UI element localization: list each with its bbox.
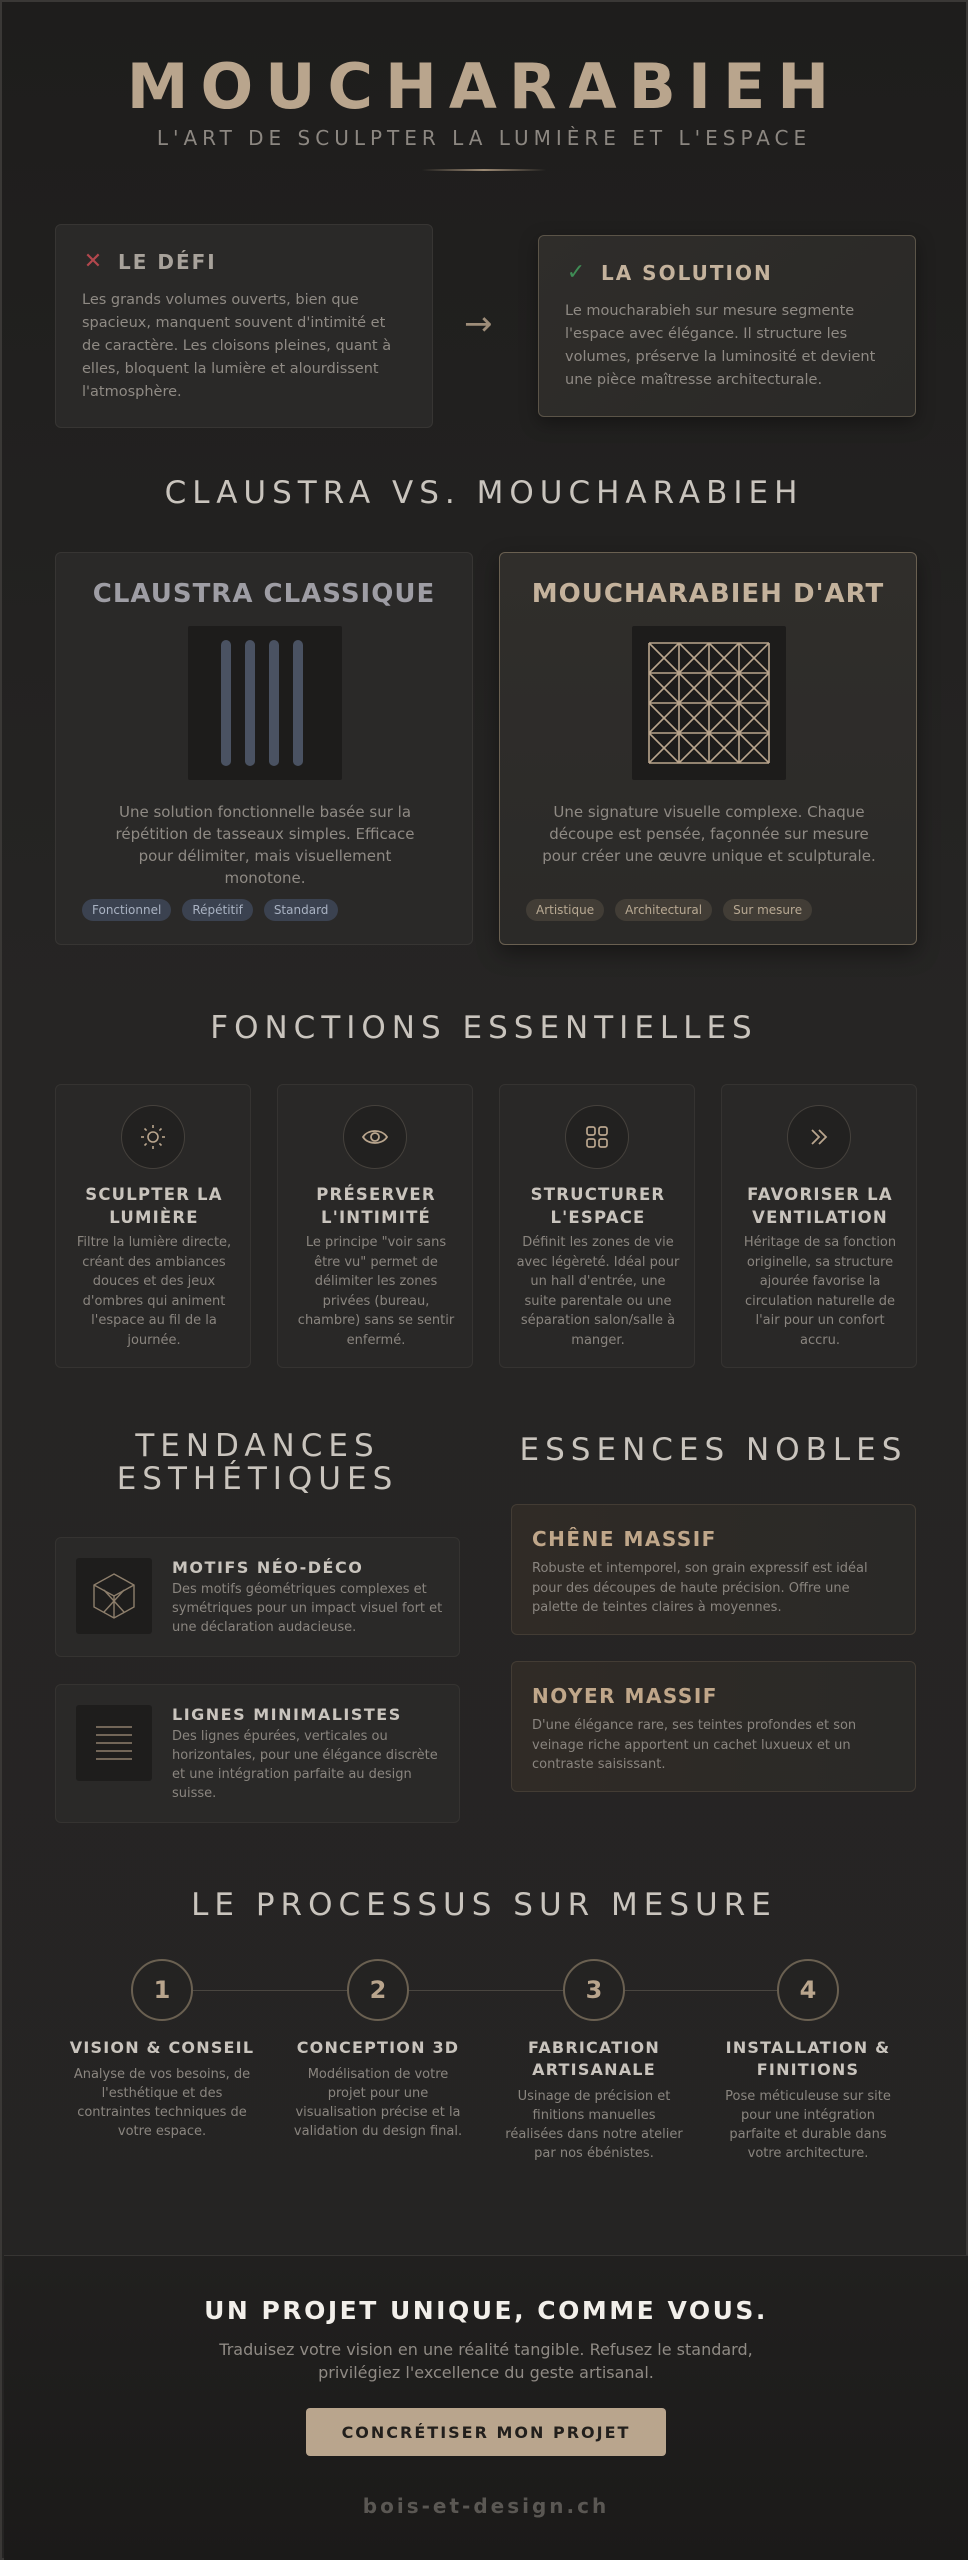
step-title: FABRICATION ARTISANALE [528, 2038, 660, 2079]
trend-card-neodeco [55, 1537, 460, 1657]
woods-title: ESSENCES NOBLES [519, 1432, 908, 1468]
step-text: Pose méticuleuse sur site pour une intégration parfaite et durable dans votre architecture. [725, 2089, 891, 2161]
step-title: VISION & CONSEIL [69, 2038, 255, 2057]
function-card-privacy [277, 1084, 473, 1368]
wood-text: D'une élégance rare, ses teintes profondes et son veinage riche apportent un cachet luxueux et un contraste saisissant. [532, 1718, 857, 1772]
sun-icon [121, 1105, 185, 1169]
solution-card [538, 235, 916, 417]
trend-card-minimal [55, 1684, 460, 1823]
step-title: CONCEPTION 3D [296, 2038, 460, 2057]
wood-card-oak [511, 1504, 916, 1635]
cta-text: Traduisez votre vision en une réalité tangible. Refusez le standard, privilégiez l'excellence du geste artisanal. [219, 2340, 753, 2382]
solution-title: LA SOLUTION [601, 260, 773, 285]
function-text: Le principe "voir sans être vu" permet de délimiter les zones privées (bureau, chambre) sans se sentir enfermé. [297, 1235, 455, 1348]
eye-icon [343, 1105, 407, 1169]
claustra-bars-visual [188, 626, 342, 780]
claustra-card [55, 552, 473, 945]
double-chevron-icon [787, 1105, 851, 1169]
solution-text: Le moucharabieh sur mesure segmente l'espace avec élégance. Il structure les volumes, préserve la luminosité et devient une pièce maîtresse architecturale. [565, 303, 876, 388]
close-icon: ✕ [83, 249, 103, 274]
step-text: Usinage de précision et finitions manuelles réalisées dans notre atelier par nos ébénistes. [505, 2089, 683, 2161]
tag: Artistique [526, 899, 604, 921]
cta-title: UN PROJET UNIQUE, COMME VOUS. [204, 2296, 768, 2325]
site-url: bois-et-design.ch [362, 2494, 610, 2518]
function-text: Filtre la lumière directe, créant des ambiances douces et des jeux d'ombres qui animent l'espace au fil de la journée. [76, 1235, 232, 1348]
tag: Standard [264, 899, 339, 921]
moucharabieh-tags [526, 899, 812, 921]
moucharabieh-pattern-visual [632, 626, 786, 780]
function-text: Héritage de sa fonction originelle, sa structure ajourée favorise la circulation naturelle de l'air pour un confort accru. [743, 1235, 897, 1348]
step-number: 3 [563, 1959, 625, 2021]
defi-card [55, 224, 433, 428]
trend-text: Des motifs géométriques complexes et symétriques pour un impact visuel fort et une déclaration audacieuse. [172, 1582, 443, 1635]
wood-card-walnut [511, 1661, 916, 1792]
page-subtitle: L'ART DE SCULPTER LA LUMIÈRE ET L'ESPACE [156, 126, 812, 150]
grid-icon [565, 1105, 629, 1169]
tag: Sur mesure [723, 899, 812, 921]
trend-text: Des lignes épurées, verticales ou horizontales, pour une élégance discrète et une intégration parfaite au design suisse. [172, 1729, 438, 1801]
wood-text: Robuste et intemporel, son grain expressif est idéal pour des découpes de haute précision. Offre une palette de teintes claires à moyennes. [532, 1561, 868, 1615]
cta-button[interactable]: CONCRÉTISER MON PROJET [306, 2408, 666, 2456]
trend-title: MOTIFS NÉO-DÉCO [172, 1558, 364, 1577]
moucharabieh-card [499, 552, 917, 945]
step-number: 2 [347, 1959, 409, 2021]
function-card-light [55, 1084, 251, 1368]
function-title: FAVORISER LA VENTILATION [747, 1185, 893, 1227]
step-title: INSTALLATION & FINITIONS [725, 2038, 891, 2079]
moucharabieh-title: MOUCHARABIEH D'ART [531, 579, 885, 609]
tag: Répétitif [182, 899, 252, 921]
page-title: MOUCHARABIEH [126, 50, 842, 123]
defi-title: LE DÉFI [118, 249, 217, 274]
process-title: LE PROCESSUS SUR MESURE [191, 1887, 777, 1923]
check-icon: ✓ [566, 260, 586, 285]
function-text: Définit les zones de vie avec légèreté. Idéal pour un hall d'entrée, une suite parentale ou une séparation salon/salle à manger. [516, 1235, 680, 1348]
claustra-title: CLAUSTRA CLASSIQUE [92, 579, 436, 609]
trend-title: LIGNES MINIMALISTES [172, 1705, 402, 1724]
function-title: PRÉSERVER L'INTIMITÉ [316, 1185, 436, 1227]
process-timeline [162, 1990, 809, 1991]
cta-section [4, 2255, 968, 2560]
claustra-tags [82, 899, 338, 921]
tag: Architectural [615, 899, 712, 921]
wood-title: NOYER MASSIF [532, 1684, 718, 1708]
function-title: STRUCTURER L'ESPACE [530, 1185, 666, 1227]
comparison-title: CLAUSTRA VS. MOUCHARABIEH [164, 475, 804, 511]
tag: Fonctionnel [82, 899, 171, 921]
title-divider [422, 169, 546, 171]
function-title: SCULPTER LA LUMIÈRE [85, 1185, 223, 1227]
cube-icon [76, 1558, 152, 1634]
wood-title: CHÊNE MASSIF [532, 1527, 717, 1551]
claustra-text: Une solution fonctionnelle basée sur la répétition de tasseaux simples. Efficace pour délimiter, mais visuellement monotone. [115, 803, 415, 887]
moucharabieh-text: Une signature visuelle complexe. Chaque découpe est pensée, façonnée sur mesure pour créer une œuvre unique et sculpturale. [542, 803, 876, 865]
step-number: 4 [777, 1959, 839, 2021]
step-text: Modélisation de votre projet pour une visualisation précise et la validation du design final. [293, 2067, 463, 2139]
function-card-structure [499, 1084, 695, 1368]
step-number: 1 [131, 1959, 193, 2021]
step-text: Analyse de vos besoins, de l'esthétique et des contraintes techniques de votre espace. [73, 2067, 251, 2139]
arrow-right-icon: → [464, 304, 493, 344]
function-card-ventilation [721, 1084, 917, 1368]
functions-title: FONCTIONS ESSENTIELLES [210, 1010, 758, 1046]
lines-icon [76, 1705, 152, 1781]
trends-title: TENDANCES ESTHÉTIQUES [116, 1428, 399, 1497]
defi-text: Les grands volumes ouverts, bien que spacieux, manquent souvent d'intimité et de caractère. Les cloisons pleines, quant à elles, bloquent la lumière et alourdissent l'atmosphère. [82, 292, 392, 400]
